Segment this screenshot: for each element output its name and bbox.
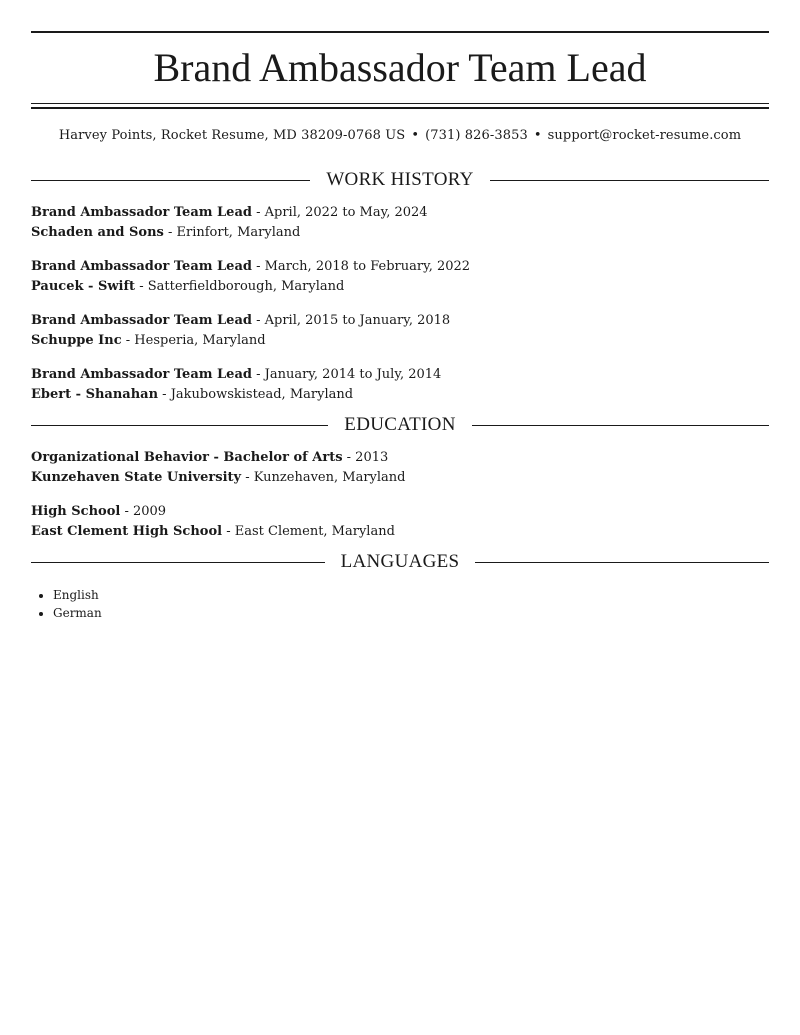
company-name: Schaden and Sons bbox=[31, 225, 164, 240]
degree-year: - 2013 bbox=[342, 450, 389, 465]
work-entry bbox=[31, 311, 769, 351]
languages-list bbox=[31, 586, 769, 622]
school-name: Kunzehaven State University bbox=[31, 470, 242, 485]
education-entry-school-line bbox=[31, 522, 769, 542]
job-dates: - March, 2018 to February, 2022 bbox=[251, 259, 471, 274]
language-item: • German bbox=[53, 604, 769, 622]
school-location: - Kunzehaven, Maryland bbox=[241, 470, 406, 485]
job-dates: - April, 2022 to May, 2024 bbox=[251, 205, 428, 220]
company-location: - Satterfieldborough, Maryland bbox=[135, 279, 345, 294]
work-entry-company-line bbox=[31, 277, 769, 297]
degree-name: Organizational Behavior - Bachelor of Arts bbox=[31, 450, 343, 465]
company-location: - Erinfort, Maryland bbox=[163, 225, 301, 240]
resume-page bbox=[31, 31, 769, 622]
work-entry bbox=[31, 365, 769, 405]
degree-name: High School bbox=[31, 504, 121, 519]
contact-email: support@rocket-resume.com bbox=[547, 128, 742, 143]
language-item: • English bbox=[53, 586, 769, 604]
company-name: Schuppe Inc bbox=[31, 333, 122, 348]
job-role: Brand Ambassador Team Lead bbox=[31, 259, 252, 274]
work-history-heading bbox=[31, 166, 769, 194]
contact-line bbox=[31, 126, 769, 146]
company-name: Ebert - Shanahan bbox=[31, 387, 159, 402]
page-title: Brand Ambassador Team Lead bbox=[153, 45, 647, 90]
section-title: LANGUAGES bbox=[340, 551, 460, 572]
education-heading bbox=[31, 411, 769, 439]
education-entry bbox=[31, 448, 769, 488]
work-entry bbox=[31, 257, 769, 297]
contact-separator: • bbox=[533, 128, 542, 143]
work-entry-company-line bbox=[31, 385, 769, 405]
school-location: - East Clement, Maryland bbox=[222, 524, 395, 539]
education-entry-degree-line bbox=[31, 502, 769, 522]
education-entry bbox=[31, 502, 769, 542]
company-location: - Hesperia, Maryland bbox=[121, 333, 266, 348]
heading-rule-right bbox=[490, 180, 769, 181]
heading-rule-right bbox=[475, 562, 769, 563]
job-role: Brand Ambassador Team Lead bbox=[31, 205, 252, 220]
job-dates: - April, 2015 to January, 2018 bbox=[251, 313, 451, 328]
heading-rule-left bbox=[31, 562, 325, 563]
work-entry-title-line bbox=[31, 311, 769, 331]
work-entry-title-line bbox=[31, 257, 769, 277]
work-entry-company-line bbox=[31, 331, 769, 351]
section-title: EDUCATION bbox=[344, 414, 456, 435]
contact-phone: (731) 826-3853 bbox=[425, 128, 528, 143]
contact-address: Harvey Points, Rocket Resume, MD 38209-0768 US bbox=[58, 128, 406, 143]
work-entry-company-line bbox=[31, 223, 769, 243]
job-dates: - January, 2014 to July, 2014 bbox=[251, 367, 442, 382]
contact-separator: • bbox=[411, 128, 420, 143]
heading-rule-right bbox=[472, 425, 769, 426]
education-entry-degree-line bbox=[31, 448, 769, 468]
job-role: Brand Ambassador Team Lead bbox=[31, 367, 252, 382]
degree-year: - 2009 bbox=[120, 504, 167, 519]
company-location: - Jakubowskistead, Maryland bbox=[158, 387, 354, 402]
heading-rule-left bbox=[31, 180, 310, 181]
work-entry-title-line bbox=[31, 365, 769, 385]
job-role: Brand Ambassador Team Lead bbox=[31, 313, 252, 328]
work-entry bbox=[31, 203, 769, 243]
heading-rule-left bbox=[31, 425, 328, 426]
section-title: WORK HISTORY bbox=[326, 169, 474, 190]
company-name: Paucek - Swift bbox=[31, 279, 136, 294]
school-name: East Clement High School bbox=[31, 524, 223, 539]
languages-heading bbox=[31, 548, 769, 576]
title-double-rule bbox=[31, 103, 769, 109]
work-entry-title-line bbox=[31, 203, 769, 223]
education-entry-school-line bbox=[31, 468, 769, 488]
